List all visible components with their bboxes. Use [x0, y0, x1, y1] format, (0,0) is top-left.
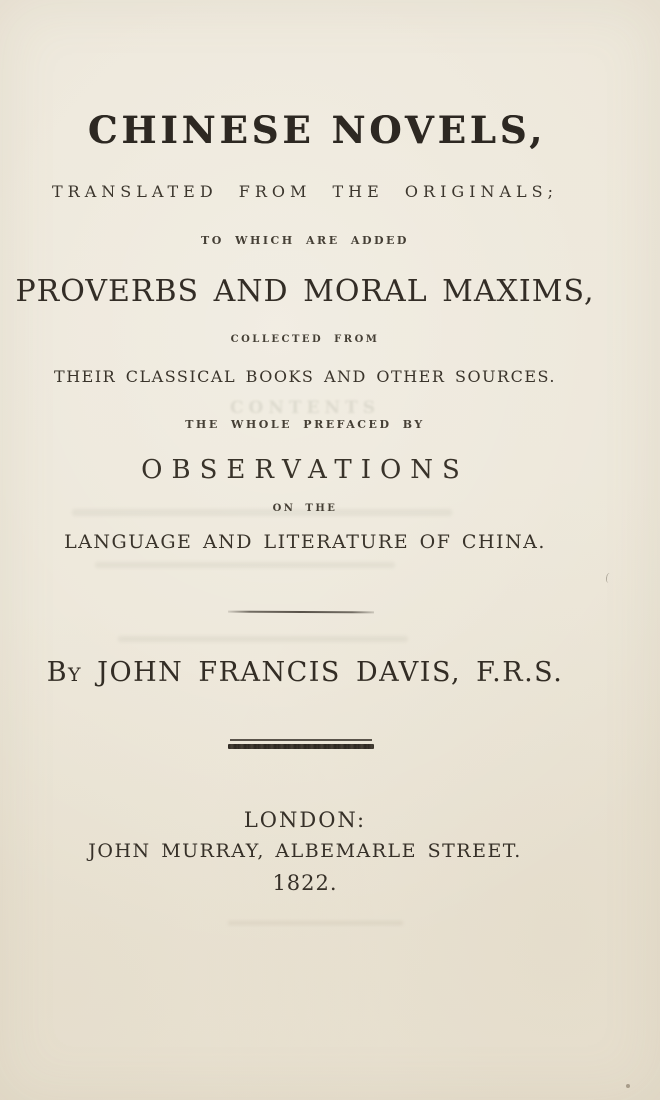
- show-through-line: [228, 921, 403, 925]
- paper-fleck: [626, 1084, 630, 1088]
- proverbs-title: PROVERBS AND MORAL MAXIMS,: [15, 274, 595, 309]
- translated-from-line: TRANSLATED FROM THE ORIGINALS;: [51, 182, 559, 201]
- to-which-are-added-note: TO WHICH ARE ADDED: [201, 234, 409, 247]
- language-literature-line: LANGUAGE AND LITERATURE OF CHINA.: [64, 531, 546, 553]
- imprint-year: 1822.: [272, 871, 338, 895]
- double-divider-rule: [228, 739, 374, 749]
- pen-mark-flaw: [605, 573, 612, 584]
- imprint-publisher: JOHN MURRAY, ALBEMARLE STREET.: [88, 840, 522, 862]
- book-title: CHINESE NOVELS,: [87, 108, 547, 152]
- author-line: By JOHN FRANCIS DAVIS, F.R.S.: [46, 657, 564, 688]
- whole-prefaced-note: THE WHOLE PREFACED BY: [185, 418, 425, 431]
- show-through-line: [118, 636, 408, 642]
- show-through-contents-text: CONTENTS: [230, 398, 380, 418]
- imprint-city: LONDON:: [243, 808, 367, 832]
- observations-title: OBSERVATIONS: [141, 455, 469, 485]
- on-the-note: ON THE: [272, 503, 338, 514]
- classical-books-line: THEIR CLASSICAL BOOKS AND OTHER SOURCES.: [54, 367, 556, 386]
- show-through-line: [95, 562, 395, 568]
- thin-divider-rule: [228, 611, 374, 614]
- collected-from-note: COLLECTED FROM: [230, 334, 380, 345]
